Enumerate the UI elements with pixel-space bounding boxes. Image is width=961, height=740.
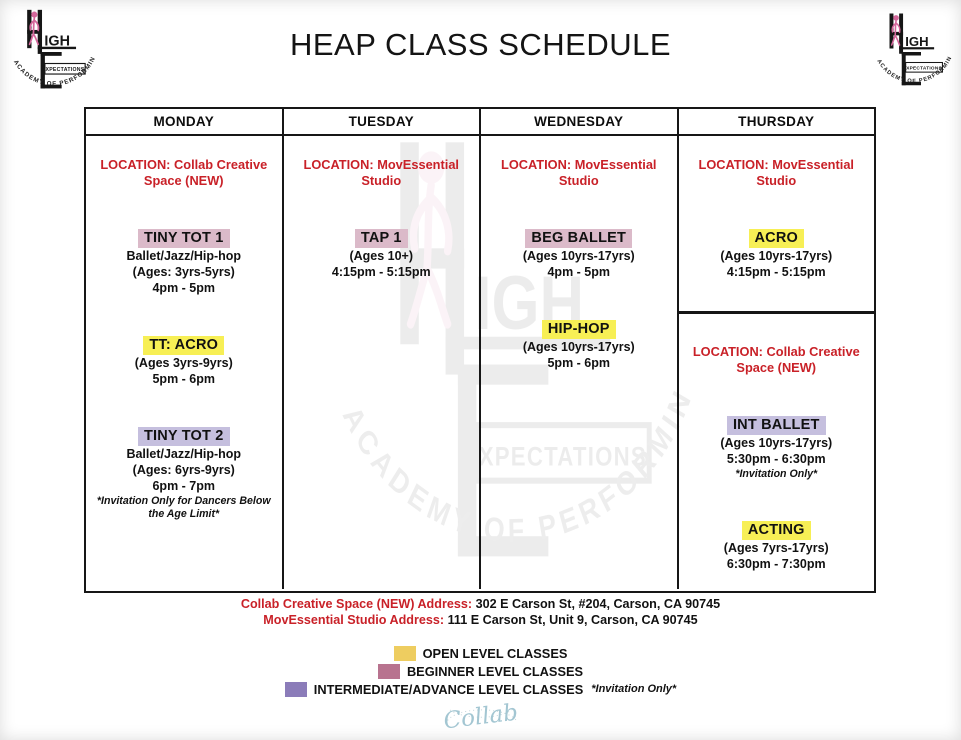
section-wednesday-0 [481, 157, 677, 371]
class-name-row [86, 336, 282, 355]
class-name-row [481, 320, 677, 339]
class-line: 4:15pm - 5:15pm [331, 265, 431, 279]
class-line: Ballet/Jazz/Hip-hop [126, 447, 242, 461]
addresses [0, 597, 961, 628]
legend-row [0, 644, 961, 662]
location-line [685, 344, 867, 376]
address-value: 111 E Carson St, Unit 9, Carson, CA 90745 [447, 612, 698, 627]
class-name: TT: ACRO [143, 336, 224, 355]
location-name: Collab Creative Space (NEW) [736, 344, 860, 375]
class-block [86, 427, 282, 521]
location-name: MovEssential Studio [558, 157, 657, 188]
class-line: (Ages: 6yrs-9yrs) [132, 463, 235, 477]
class-name-row [86, 229, 282, 248]
column-tuesday [284, 136, 482, 589]
day-header-row [86, 109, 874, 136]
class-line: 5pm - 6pm [547, 356, 610, 370]
schedule-table [84, 107, 876, 593]
day-header-wednesday: WEDNESDAY [481, 109, 679, 134]
legend-label: BEGINNER LEVEL CLASSES [406, 663, 584, 679]
class-name: TINY TOT 2 [138, 427, 230, 446]
address-label: MovEssential Studio Address: [263, 612, 448, 627]
class-line: 6pm - 7pm [152, 479, 215, 493]
location-label: LOCATION: [501, 157, 575, 172]
day-header-thursday: THURSDAY [738, 114, 815, 129]
collab-signature [426, 694, 536, 740]
legend-swatch [394, 646, 416, 661]
legend [0, 644, 961, 698]
class-name-row [679, 521, 875, 540]
collab-script: Collab [441, 699, 519, 735]
location-label: LOCATION: [692, 344, 767, 359]
class-block [481, 320, 677, 371]
class-block [86, 229, 282, 296]
class-name: ACRO [749, 229, 805, 248]
class-line: 5pm - 6pm [152, 372, 215, 386]
address-line [0, 597, 961, 613]
class-name-row [86, 427, 282, 446]
class-name-row [481, 229, 677, 248]
class-block [86, 336, 282, 387]
class-line: (Ages 10yrs-17yrs) [522, 249, 635, 263]
class-line: 6:30pm - 7:30pm [726, 557, 826, 571]
day-header-monday: MONDAY [86, 109, 284, 134]
class-line: (Ages 10+) [349, 249, 414, 263]
class-name: TAP 1 [355, 229, 408, 248]
class-name: HIP-HOP [542, 320, 616, 339]
legend-swatch [378, 664, 400, 679]
class-block [679, 229, 875, 280]
legend-row [0, 662, 961, 680]
class-name-row [679, 229, 875, 248]
legend-swatch [285, 682, 307, 697]
class-block [679, 416, 875, 481]
class-block [481, 229, 677, 280]
class-line: 4:15pm - 5:15pm [726, 265, 826, 279]
class-line: (Ages 10yrs-17yrs) [720, 249, 833, 263]
section-thursday-1 [679, 344, 875, 572]
class-block [679, 521, 875, 572]
schedule-body [86, 136, 874, 589]
location-line [290, 157, 472, 189]
page-title: HEAP CLASS SCHEDULE [289, 27, 672, 62]
class-name: INT BALLET [727, 416, 826, 435]
class-name: BEG BALLET [525, 229, 632, 248]
location-label: LOCATION: [698, 157, 773, 172]
class-block [284, 229, 480, 280]
class-line: (Ages 10yrs-17yrs) [720, 436, 833, 450]
class-name-row [679, 416, 875, 435]
location-line [488, 157, 670, 189]
class-note: *Invitation Only for Dancers Below the Age Limit* [96, 495, 271, 520]
legend-label: INTERMEDIATE/ADVANCE LEVEL CLASSES [313, 681, 584, 697]
class-line: Ballet/Jazz/Hip-hop [126, 249, 242, 263]
address-label: Collab Creative Space (NEW) Address: [240, 597, 476, 611]
class-line: (Ages: 3yrs-5yrs) [132, 265, 235, 279]
address-line [0, 613, 961, 629]
class-line: 4pm - 5pm [547, 265, 610, 279]
class-name-row [284, 229, 480, 248]
class-line: (Ages 7yrs-17yrs) [723, 541, 829, 555]
heap-logo-left [8, 4, 100, 105]
location-name: MovEssential Studio [756, 157, 854, 188]
class-line: 5:30pm - 6:30pm [726, 452, 826, 466]
section-monday-0 [86, 157, 282, 521]
class-name: ACTING [742, 521, 811, 540]
location-line [685, 157, 867, 189]
location-name: MovEssential Studio [361, 157, 459, 188]
location-label: LOCATION: [100, 157, 175, 172]
legend-label: OPEN LEVEL CLASSES [422, 645, 568, 661]
heap-logo-right [872, 6, 956, 103]
class-line: 4pm - 5pm [152, 281, 215, 295]
class-line: (Ages 3yrs-9yrs) [134, 356, 233, 370]
section-thursday-0 [679, 157, 875, 314]
column-wednesday [481, 136, 679, 589]
day-header-tuesday: TUESDAY [284, 109, 482, 134]
column-monday [86, 136, 284, 589]
location-label: LOCATION: [303, 157, 378, 172]
address-value: 302 E Carson St, #204, Carson, CA 90745 [475, 597, 721, 611]
location-line [93, 157, 275, 189]
column-thursday [679, 136, 875, 589]
section-tuesday-0 [284, 157, 480, 280]
class-line: (Ages 10yrs-17yrs) [522, 340, 635, 354]
class-name: TINY TOT 1 [138, 229, 230, 248]
class-note: *Invitation Only* [735, 468, 818, 480]
legend-note: *Invitation Only* [591, 683, 677, 695]
location-name: Collab Creative Space (NEW) [143, 157, 268, 188]
